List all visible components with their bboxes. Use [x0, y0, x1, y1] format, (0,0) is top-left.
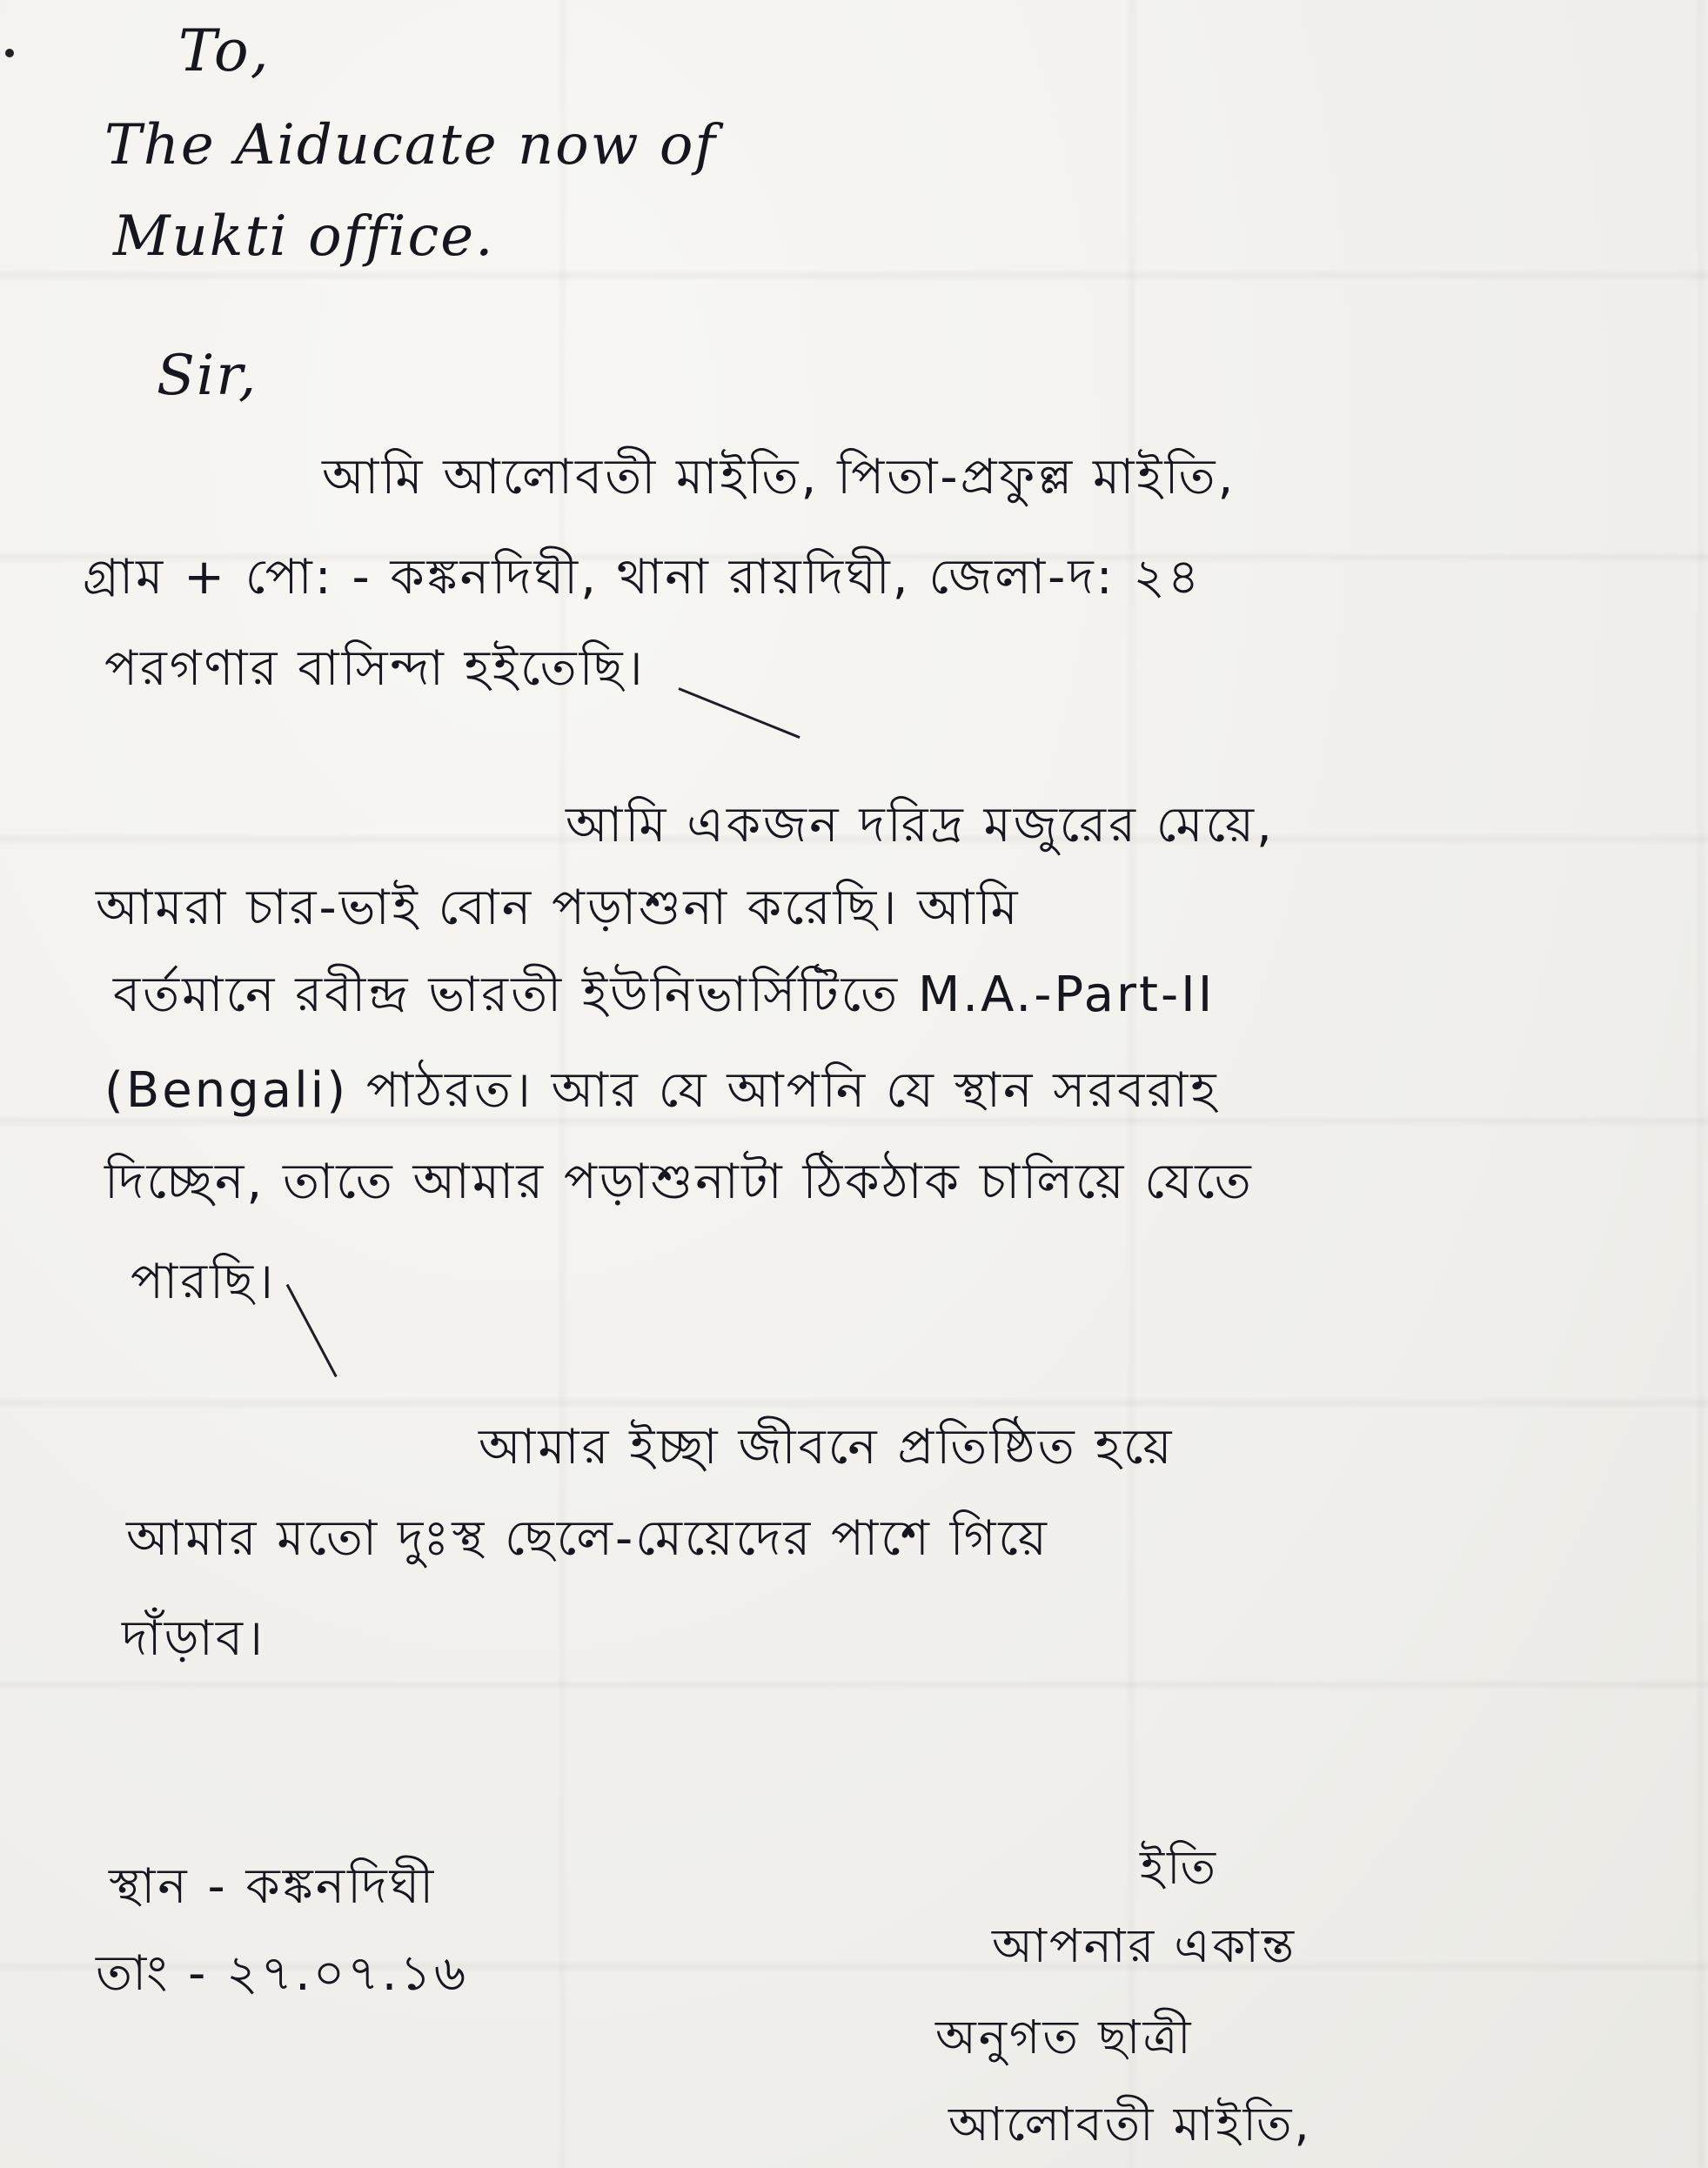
- para2-line-2: আমরা চার-ভাই বোন পড়াশুনা করেছি। আমি: [96, 880, 1021, 936]
- salutation-to: To,: [178, 17, 271, 84]
- place: স্থান - কঙ্কনদিঘী: [109, 1858, 437, 1915]
- para2-line-5: দিচ্ছেন, তাতে আমার পড়াশুনাটা ঠিকঠাক চালিয়ে যেতে: [104, 1154, 1254, 1210]
- date: তাং - ২৭.০৭.১৬: [96, 1945, 469, 2002]
- para2-line-3: বর্তমানে রবীন্দ্র ভারতী ইউনিভার্সিটিতে M.A.-Part-II: [113, 967, 1216, 1023]
- para3-line-2: আমার মতো দুঃস্থ ছেলে-মেয়েদের পাশে গিয়ে: [126, 1510, 1049, 1567]
- paper-mark: [5, 49, 14, 57]
- closing-line-3: অনুগত ছাত্রী: [935, 2010, 1194, 2064]
- para3-line-3: দাঁড়াব।: [122, 1610, 266, 1667]
- para1-line-1: আমি আলোবতী মাইতি, পিতা-প্রফুল্ল মাইতি,: [322, 449, 1236, 505]
- para2-line-4: (Bengali) পাঠরত। আর যে আপনি যে স্থান সরবরাহ: [104, 1062, 1219, 1119]
- para2-line-1: আমি একজন দরিদ্র মজুরের মেয়ে,: [566, 797, 1275, 853]
- closing-line-2: আপনার একান্ত: [992, 1918, 1297, 1973]
- para2-line-6: পারছি।: [131, 1254, 277, 1310]
- signature: আলোবতী মাইতি,: [948, 2097, 1312, 2151]
- closing-iti: ইতি: [1140, 1840, 1219, 1895]
- addressee-line-1: The Aiducate now of: [104, 113, 718, 177]
- pen-stroke: [678, 687, 800, 739]
- pen-stroke: [286, 1284, 338, 1377]
- para1-line-3: পরগণার বাসিন্দা হইতেছি।: [104, 640, 646, 697]
- para3-line-1: আমার ইচ্ছা জীবনে প্রতিষ্ঠিত হয়ে: [479, 1419, 1175, 1475]
- greeting: Sir,: [157, 344, 258, 408]
- para1-line-2: গ্রাম + পো: - কঙ্কনদিঘী, থানা রায়দিঘী, জেলা-দ: ২৪: [83, 549, 1202, 606]
- addressee-line-2: Mukti office.: [113, 204, 495, 269]
